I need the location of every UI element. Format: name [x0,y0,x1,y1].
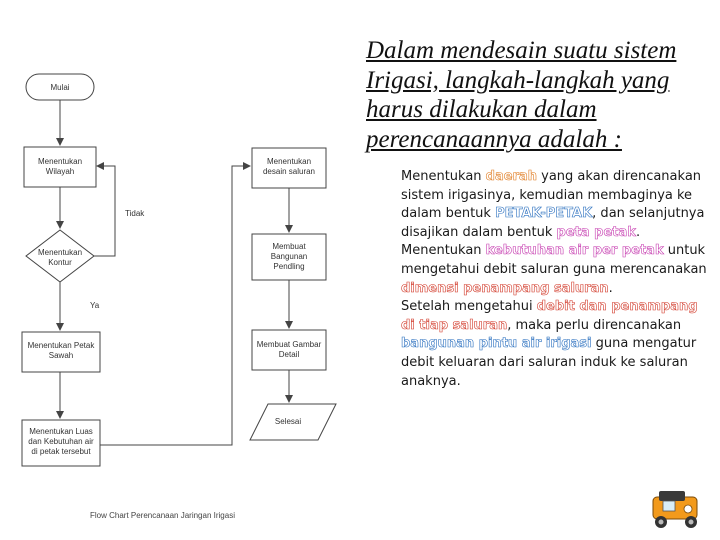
svg-text:Mulai: Mulai [50,83,70,92]
svg-text:Menentukan: Menentukan [37,248,83,257]
svg-text:Menentukan: Menentukan [266,157,312,166]
svg-text:Membuat Gambar: Membuat Gambar [256,340,322,349]
decision-menentukan-kontur [26,230,94,282]
highlight-kebutuhan-air: kebutuhan air per petak [485,243,664,259]
process-menentukan-desain-saluran [252,148,326,188]
svg-text:Membuat: Membuat [272,242,306,251]
svg-text:di petak tersebut: di petak tersebut [31,447,91,456]
label-ya: Ya [90,301,100,310]
svg-text:Selesai: Selesai [274,417,302,426]
process-menentukan-luas [22,420,100,466]
svg-text:Menentukan Petak: Menentukan Petak [27,341,95,350]
process-membuat-bangunan [252,234,326,280]
svg-text:Menentukan Luas: Menentukan Luas [29,427,93,436]
process-menentukan-petak-sawah [22,332,100,372]
highlight-debit-penampang: debit dan penampang di tiap saluran [401,299,698,333]
highlight-daerah: daerah [485,169,538,184]
highlight-bangunan-pintu: bangunan pintu air irigasi [401,336,592,352]
svg-text:desain saluran: desain saluran [262,167,316,176]
slide-title: Dalam mendesain suatu sistem Irigasi, langkah-langkah yang harus dilakukan dalam perencanaannya adalah : [366,37,677,153]
label-tidak: Tidak [125,209,145,218]
end-selesai [250,404,336,440]
process-membuat-gambar-detail [252,330,326,370]
decorative-vehicle-icon [647,487,709,533]
svg-text:dan Kebutuhan air: dan Kebutuhan air [28,437,94,446]
start-terminator [26,74,94,100]
highlight-dimensi-penampang: dimensi penampang saluran [401,280,609,296]
body-paragraph: Menentukan daerah yang akan direncanakan sistem irigasinya, kemudian membaginya ke dalam bentuk PETAK-PETAK, dan selanjutnya disajikan dalam bentuk peta petak. Menentukan kebutuhan air per petak untuk mengetahui debit saluran guna merencanakan dimensi penampang saluran. Setelah mengetahui debit dan penampang di tiap saluran, maka perlu direncanakan bangunan pintu air irigasi guna mengatur debit keluaran dari saluran induk ke saluran anaknya. [401,169,707,389]
svg-text:Kontur: Kontur [48,258,72,267]
highlight-petak-petak: PETAK-PETAK [495,206,593,222]
svg-text:Pendling: Pendling [273,262,305,271]
highlight-peta-petak: peta petak [556,224,636,240]
svg-text:Sawah: Sawah [48,351,74,360]
svg-text:Menentukan: Menentukan [37,157,83,166]
svg-text:Bangunan: Bangunan [270,252,308,261]
process-menentukan-wilayah [24,147,96,187]
svg-text:Wilayah: Wilayah [45,167,75,176]
flowchart-caption: Flow Chart Perencanaan Jaringan Irigasi [90,511,235,520]
svg-text:Detail: Detail [278,350,300,359]
